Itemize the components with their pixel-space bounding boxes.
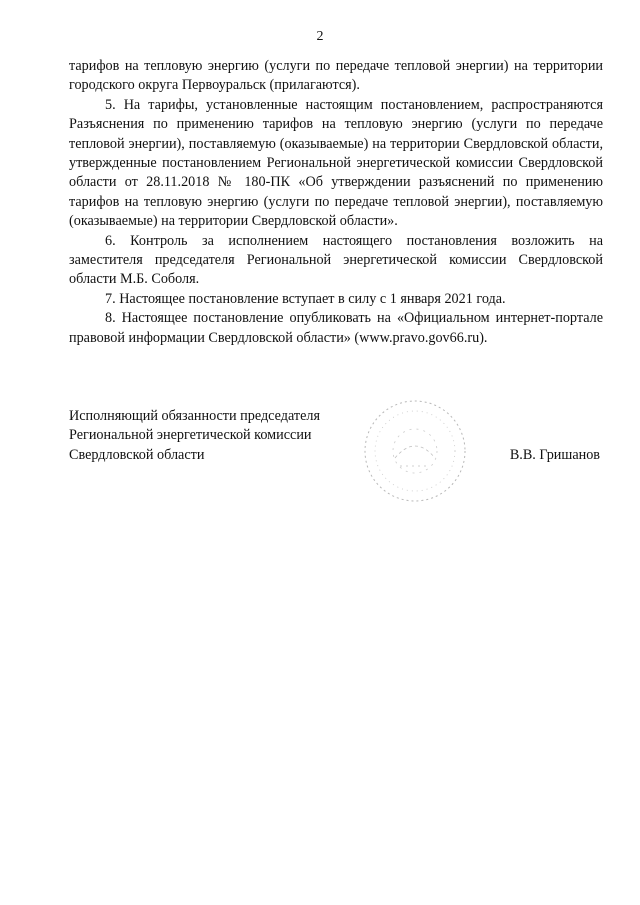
document-body — [69, 57, 603, 348]
paragraph-continuation: тарифов на тепловую энергию (услуги по передаче тепловой энергии) на территории городского округа Первоуральск (прилагаются). — [69, 58, 603, 94]
signatory-position — [69, 407, 320, 465]
official-seal — [360, 396, 470, 506]
paragraph-6: 6. Контроль за исполнением настоящего постановления возложить на заместителя председателя Региональной энергетической комиссии Свердловской области М.Б. Соболя. — [69, 232, 603, 288]
signatory-name: В.В. Гришанов — [509, 447, 600, 463]
signatory-position-line: Исполняющий обязанности председателя — [69, 408, 320, 424]
paragraph-7: 7. Настоящее постановление вступает в силу с 1 января 2021 года. — [105, 290, 506, 307]
paragraph-8: 8. Настоящее постановление опубликовать на «Официальном интернет-портале правовой информации Свердловской области» (www.pravo.gov66.ru). — [69, 310, 603, 346]
page-number: 2 — [316, 29, 324, 44]
paragraph-5: 5. На тарифы, установленные настоящим постановлением, распространяются Разъяснения по применению тарифов на тепловую энергию (услуги по передаче тепловой энергии), поставляемую (оказываемые) на территории Свердловской области, утвержденные постановлением Региональной энергетической комиссии Свердловской области от 28.11.2018 № 180-ПК «Об утверждении разъяснений по применению тарифов на тепловую энергию (услуги по передаче тепловой энергии), поставляемую (оказываемые) на территории Свердловской области». — [69, 96, 603, 230]
seal-graphic — [360, 396, 470, 506]
signatory-position-line: Региональной энергетической комиссии — [69, 427, 312, 444]
signatory-position-line: Свердловской области — [69, 446, 205, 463]
